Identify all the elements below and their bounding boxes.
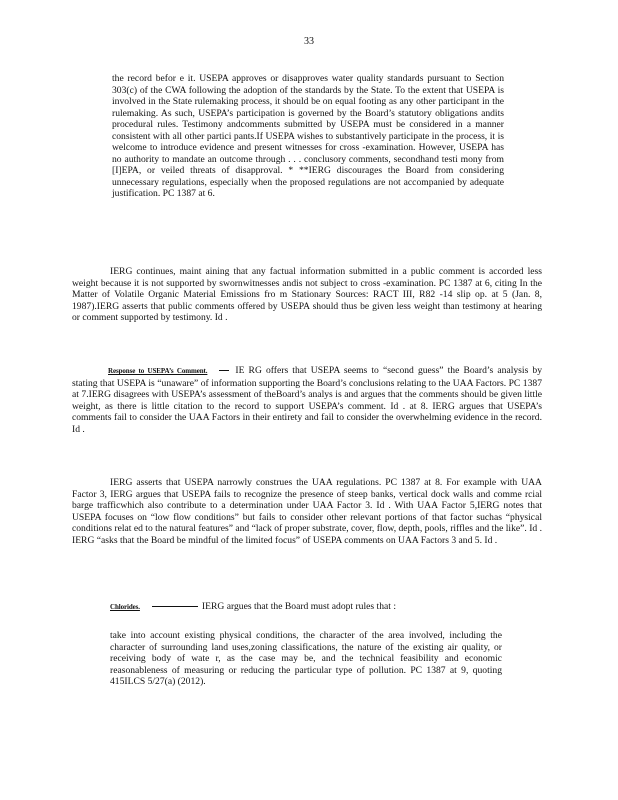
block-quote-usepa-role: the record befor e it. USEPA approves or disapproves water quality standards pursuant to Section 303(c) of the CWA following the adoption of the standards by the State. To the extent that USEPA is involved in the State rulemaking process, it should be on equal footing as any other participant in the rulemaking. As such, USEPA’s participation is governed by the Board’s statutory obligations andits procedural rules. Testimony andcomments submitted by USEPA must be considered in a manner consistent with all other partici pants.If USEPA wishes to substantively participate in the process, it is welcome to introduce evidence and present witnesses for cross -examination. However, USEPA has no authority to mandate an outcome through . . . conclusory comments, secondhand testi mony from [I]EPA, or veiled threats of disapproval. * **IERG discourages the Board from considering unnecessary regulations, especially when the proposed regulations are not accompanied by adequate justification. PC 1387 at 6. bbox=[112, 73, 504, 199]
paragraph-chlorides bbox=[110, 601, 508, 614]
page-number: 33 bbox=[304, 36, 314, 47]
paragraph-chlorides-body: IERG argues that the Board must adopt rules that : bbox=[201, 601, 396, 612]
heading-underline-rule bbox=[152, 606, 198, 607]
paragraph-response-body: IE RG offers that USEPA seems to “second guess” the Board’s analysis by stating that USEPA is “unaware” of information supporting the Board’s conclusions relating to the UAA Factors. PC 1387 at 7.IERG disagrees with USEPA’s assessment of theBoard’s analys is and argues that the comments should be given little weight, as there is little citation to the record to support USEPA’s comment. Id . at 8. IERG argues that USEPA’s comments fail to consider the UAA Factors in their entirety and fail to consider the overwhelming evidence in the record. Id . bbox=[72, 365, 542, 435]
paragraph-ierg-continues: IERG continues, maint aining that any factual information submitted in a public comment is accorded less weight because it is not supported by swornwitnesses andis not subject to cross -examination. PC 1387 at 6, citing In the Matter of Volatile Organic Material Emissions fro m Stationary Sources: RACT III, R82 -14 slip op. at 5 (Jan. 8, 1987).IERG asserts that public comments offered by USEPA should thus be given less weight than testimony at hearing or comment supported by testimony. Id . bbox=[72, 266, 542, 323]
section-heading-chlorides: Chlorides. bbox=[110, 603, 140, 611]
heading-underline-rule bbox=[219, 370, 229, 371]
paragraph-uaa-regulations: IERG asserts that USEPA narrowly construes the UAA regulations. PC 1387 at 8. For example with UAA Factor 3, IERG argues that USEPA fails to recognize the presence of steep banks, vertical dock walls and comme rcial barge trafficwhich also contribute to a determination under UAA Factor 3. Id . With UAA Factor 5,IERG notes that USEPA focuses on “low flow conditions” but fails to consider other relevant portions of that factor suchas “physical conditions relat ed to the natural features” and “lack of proper substrate, cover, flow, depth, pools, riffles and the like”. Id . IERG “asks that the Board be mindful of the limited focus” of USEPA comments on UAA Factors 3 and 5. Id . bbox=[72, 477, 542, 546]
section-heading-response: Response to USEPA’s Comment. bbox=[108, 367, 208, 375]
block-quote-statute: take into account existing physical conditions, the character of the area involved, including the character of surrounding land uses,zoning classifications, the nature of the existing air quality, or receiving body of wate r, as the case may be, and the technical feasibility and economic reasonableness of measuring or reducing the particular type of pollution. PC 1387 at 9, quoting 415ILCS 5/27(a) (2012). bbox=[110, 630, 502, 687]
paragraph-response-to-usepa bbox=[72, 365, 542, 435]
